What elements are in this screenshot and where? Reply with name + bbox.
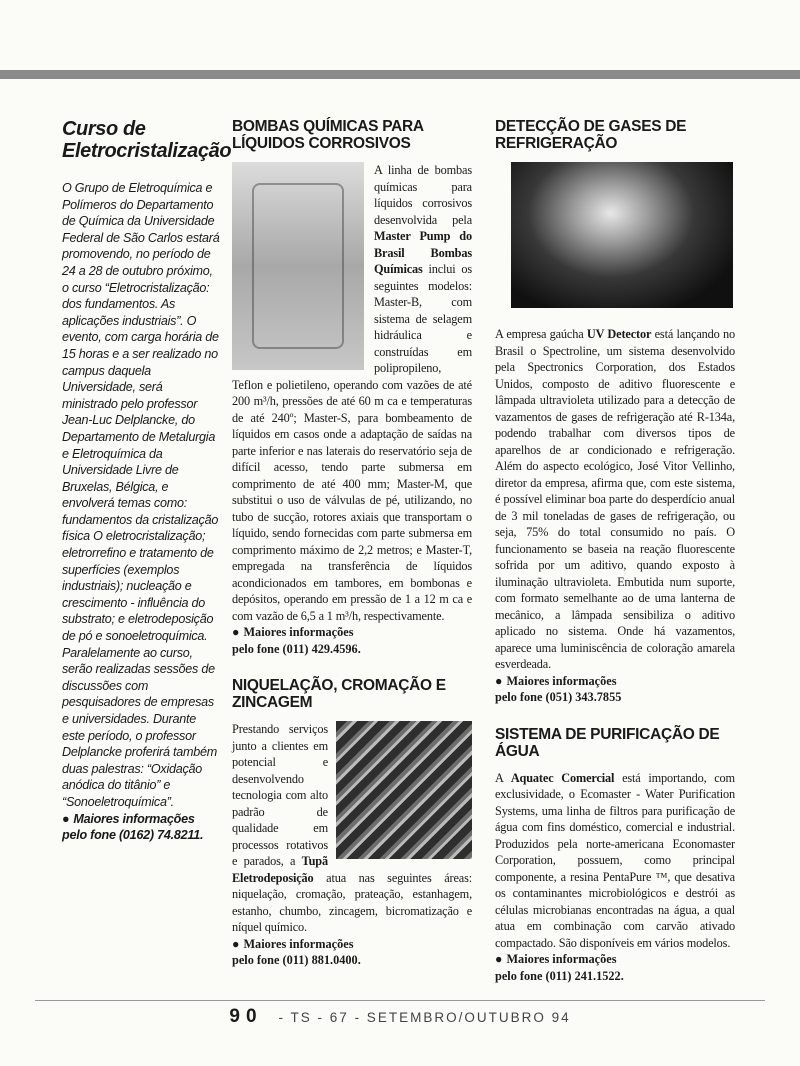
water-company: Aquatec Comercial [510,770,615,785]
page-footer [0,1006,800,1028]
pumps-contact-phone: pelo fone (011) 429.4596. [232,641,361,656]
detection-body-a: A empresa gaúcha [495,327,584,341]
course-contact-phone: pelo fone (0162) 74.8211. [62,828,204,843]
water-title: SISTEMA DE PURIFICAÇÃO DE ÁGUA [495,725,720,760]
course-title: Curso de Eletrocristalização [62,118,232,162]
plating-contact [232,936,472,969]
pumps-company: Master Pump do Brasil Bombas Químicas [374,229,472,276]
pumps-body-a: A linha de bombas químicas para líquidos corrosivos desenvolvida pela [374,163,472,227]
course-contact-label: Maiores informações [73,811,195,826]
pumps-contact-label: Maiores informações [243,625,354,639]
water-body-a: A [495,770,504,785]
detection-title: DETECÇÃO DE GASES DE REFRIGERAÇÃO [495,118,687,152]
water-contact [495,951,735,984]
bullet-icon: ● [232,936,240,951]
issue-info: - TS - 67 - SETEMBRO/OUTUBRO 94 [278,1010,571,1025]
pumps-contact [232,624,472,657]
page-number: 90 [229,1006,263,1027]
bullet-icon: ● [62,811,70,826]
column-course [62,118,232,844]
column-right [495,118,735,1004]
article-water [495,726,735,985]
detection-contact-label: Maiores informações [506,673,617,688]
detection-body-b: está lançando no Brasil o Spectroline, um sistema desenvolvido pela Spectronics Corporation, dos Estados Unidos, composto de aditivo fluorescente e lâmpada ultravioleta utilizado para a detecção de vazamentos de gases de refrigeração até R-134a, podendo trabalhar com diversos tipos de aparelhos de ar condicionado e refrigeração. Além do aspecto ecológico, José Vitor Vellinho, diretor da empresa, afirma que, com este sistema, é possível eliminar boa parte do desperdício anual de 3 mil toneladas de gases de refrigeração, ou seja, 75% do total consumido no país. O funcionamento se baseia na reação fluorescente sofrida por um aditivo, quando exposto à iluminação ultravioleta. Embutida num suporte, com formato semelhante ao de uma lanterna de mecânico, a lâmpada sensibiliza o aditivo aplicado no sistema. Onde há vazamentos, aparece uma luminiscência de coloração amarela esverdeada. [495,327,735,671]
bullet-icon: ● [495,673,503,688]
course-body: O Grupo de Eletroquímica e Polímeros do Departamento de Química da Universidade Federal de São Carlos estará promovendo, no período de 24 a 28 de outubro próximo, o curso “Eletrocristalização: dos fundamentos. As aplicações industriais”. O evento, com carga horária de 15 horas e a ser realizado no campus daquela Universidade, será ministrado pelo professor Jean-Luc Delplancke, do Departamento de Metalurgia e Eletroquímica da Universidade Livre de Bruxelas, Bélgica, e envolverá temas como: fundamentos da cristalização física O eletrocristalização; eletrorrefino e tratamento de superfícies (exemplos industriais); nucleação e crescimento - influência do substrato; e eletrodeposição de pó e sonoeletroquímica. Paralelamente ao curso, serão realizadas sessões de discussões com pesquisadores de empresas e universidades. Durante este período, o professor Delplancke proferirá também duas palestras: “Oxidação anódica do titânio” e “Sonoeletroquímica”. [62,181,220,809]
pumps-title: BOMBAS QUÍMICAS PARA LÍQUIDOS CORROSIVOS [232,118,424,152]
pump-photo [232,162,364,370]
detection-body [495,326,735,673]
footer-rule [35,1000,765,1001]
detector-photo [511,162,733,308]
bullet-icon: ● [232,625,240,639]
plating-company: Tupã Eletrodeposição [232,854,328,885]
article-plating [232,677,472,969]
plating-body-a: Prestando serviços junto a clientes em potencial e desenvolvendo tecnologia com alto padrão de qualidade em processos rotativos e parados, a [232,722,328,868]
plating-contact-phone: pelo fone (011) 881.0400. [232,953,361,967]
water-contact-phone: pelo fone (011) 241.1522. [495,968,624,983]
article-detection [495,118,735,706]
water-body-b: está importando, com exclusividade, o Ecomaster - Water Purification Systems, uma linha de filtros para purificação de água com fins doméstico, comercial e industrial. Produzidos pela norte-americana Economaster Corporation, possuem, como principal componente, a resina PentaPure ™, que desativa os contaminantes microbiológicos e destrói as células microbianas encontradas na água, a qual atua em combinação com carvão ativado compactado. São disponíveis em vários modelos. [495,770,735,950]
article-pumps [232,118,472,657]
top-rule [0,70,800,79]
plating-body-b: atua nas seguintes áreas: niquelação, cromação, prateação, estanhagem, estanho, chumbo, zincagem, bicromatização e níquel químico. [232,870,472,934]
detection-contact [495,673,735,706]
water-contact-label: Maiores informações [506,952,617,966]
pumps-body-b: inclui os seguintes modelos: Master-B, com sistema de selagem hidráulica e construídas em polipropileno, Teflon e polietileno, operando com vazões de até 200 m³/h, pressões de até 60 m ca e temperaturas de até 240º; Master-S, para bombeamento de líquidos em casos onde a adaptação de saídas na parte inferior e nas laterais do reservatório seja de difícil acesso, tendo parte submersa em comprimento de até 400 mm; Master-M, que substitui o uso de válvulas de pé, utilizando, no tubo de sucção, rotores axiais que transportam o líquido, sendo fornecidas com parte submersa em comprimento máximo de 2,2 metros; e Master-T, empregada na transferência de líquidos acondicionados em tambores, em bombonas e depósitos, operando em pressão de 1 a 12 m ca e com vazão de 6,5 a 1 m³/h, respectivamente. [232,262,472,623]
course-contact [62,811,220,844]
detection-company: UV Detector [586,327,652,341]
bullet-icon: ● [495,952,503,966]
plating-contact-label: Maiores informações [243,936,354,951]
water-body [495,770,735,952]
column-middle [232,118,472,989]
detection-contact-phone: pelo fone (051) 343.7855 [495,690,622,704]
plating-photo [336,721,472,859]
plating-title: NIQUELAÇÃO, CROMAÇÃO E ZINCAGEM [232,677,446,711]
